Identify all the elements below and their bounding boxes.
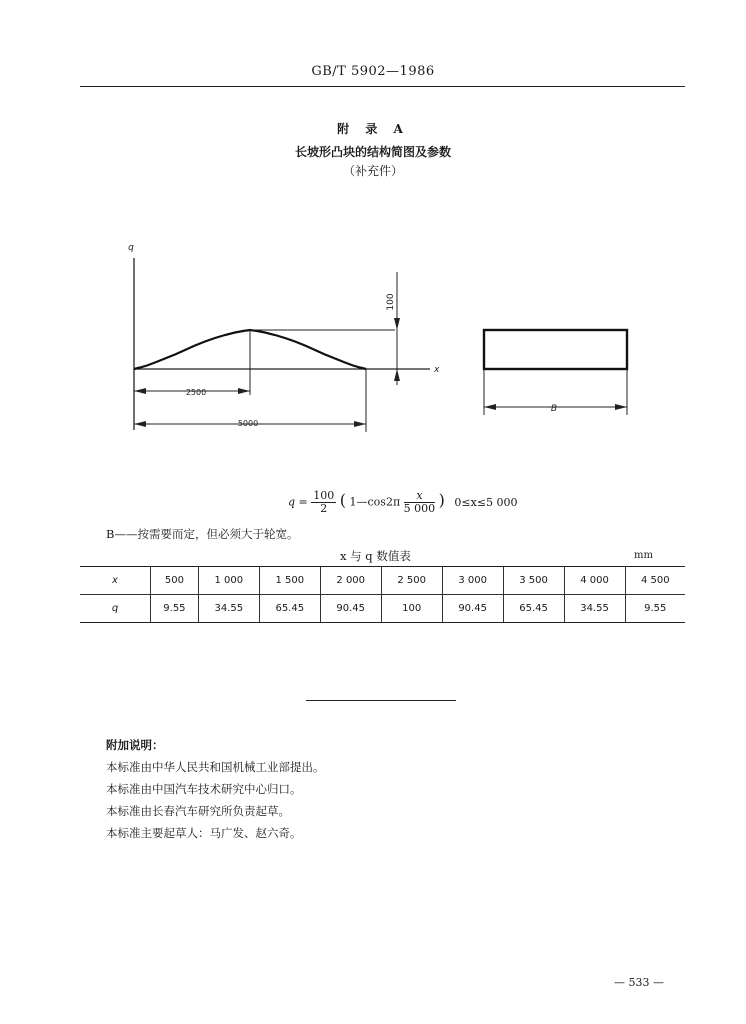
half-dim-label: 2500	[185, 388, 207, 397]
table-cell: 500	[151, 567, 199, 595]
row-label-x: x	[80, 567, 151, 595]
formula-frac2-num: x	[404, 490, 436, 503]
table-cell: 90.45	[442, 595, 503, 623]
table-unit: mm	[634, 550, 653, 561]
half-dim-arrow-right	[238, 388, 250, 394]
row-label-q: q	[80, 595, 151, 623]
height-arrow-bottom	[394, 369, 400, 381]
height-arrow-top	[394, 318, 400, 330]
formula-frac1-num: 100	[313, 489, 335, 502]
appendix-subtitle: （补充件）	[342, 164, 403, 178]
section-divider	[306, 700, 456, 701]
table-cell: 4 500	[625, 567, 685, 595]
table-cell: 1 500	[259, 567, 320, 595]
formula-frac2-den: 5 000	[403, 502, 436, 515]
table-cell: 100	[381, 595, 442, 623]
appendix-label: 附 录 A	[337, 122, 409, 136]
width-dim-label: B	[550, 404, 558, 414]
full-dim-label: 5000	[237, 419, 259, 428]
height-dim-label: 100	[386, 293, 396, 311]
full-dim-arrow-left	[134, 421, 146, 427]
additional-notes	[106, 734, 325, 844]
table-cell: 9.55	[625, 595, 685, 623]
table-cell: 34.55	[198, 595, 259, 623]
formula-fraction-2	[404, 490, 436, 515]
formula-range: 0≤x≤5 000	[454, 495, 518, 509]
formula-frac1-den: 2	[320, 502, 328, 515]
appendix-title: 长坡形凸块的结构简图及参数	[294, 145, 451, 159]
b-footnote: B——按需要而定，但必须大于轮宽。	[106, 527, 299, 541]
q-axis-label: q	[128, 243, 134, 253]
cam-formula	[288, 490, 518, 515]
table-cell: 9.55	[151, 595, 199, 623]
table-cell: 4 000	[564, 567, 625, 595]
x-q-values-table	[80, 566, 685, 623]
full-dim-arrow-right	[354, 421, 366, 427]
standard-number: GB/T 5902—1986	[311, 64, 435, 79]
note-line: 本标准由中华人民共和国机械工业部提出。	[106, 760, 325, 774]
note-line: 本标准主要起草人：马广发、赵六奇。	[106, 826, 302, 840]
table-cell: 3 000	[442, 567, 503, 595]
cross-section-rect	[484, 330, 627, 369]
formula-lhs: q =	[288, 495, 308, 509]
table-cell: 65.45	[259, 595, 320, 623]
width-arrow-right	[615, 404, 627, 410]
cam-structure-diagram	[0, 0, 746, 460]
page-number: — 533 —	[614, 976, 664, 989]
table-cell: 65.45	[503, 595, 564, 623]
formula-mid: 1—cos2π	[349, 495, 401, 509]
formula-paren-close: )	[438, 490, 445, 510]
table-cell: 3 500	[503, 567, 564, 595]
table-cell: 90.45	[320, 595, 381, 623]
table-cell: 2 500	[381, 567, 442, 595]
table-row	[80, 567, 685, 595]
half-dim-arrow-left	[134, 388, 146, 394]
width-arrow-left	[484, 404, 496, 410]
x-axis-label: x	[434, 365, 440, 375]
formula-fraction-1	[311, 490, 336, 515]
table-cell: 2 000	[320, 567, 381, 595]
note-line: 本标准由中国汽车技术研究中心归口。	[106, 782, 302, 796]
formula-paren-open: (	[339, 490, 347, 510]
table-row	[80, 595, 685, 623]
note-line: 本标准由长春汽车研究所负责起草。	[106, 804, 290, 818]
table-cell: 1 000	[198, 567, 259, 595]
table-cell: 34.55	[564, 595, 625, 623]
table-caption: x 与 q 数值表	[340, 549, 411, 563]
notes-heading: 附加说明：	[106, 738, 164, 752]
